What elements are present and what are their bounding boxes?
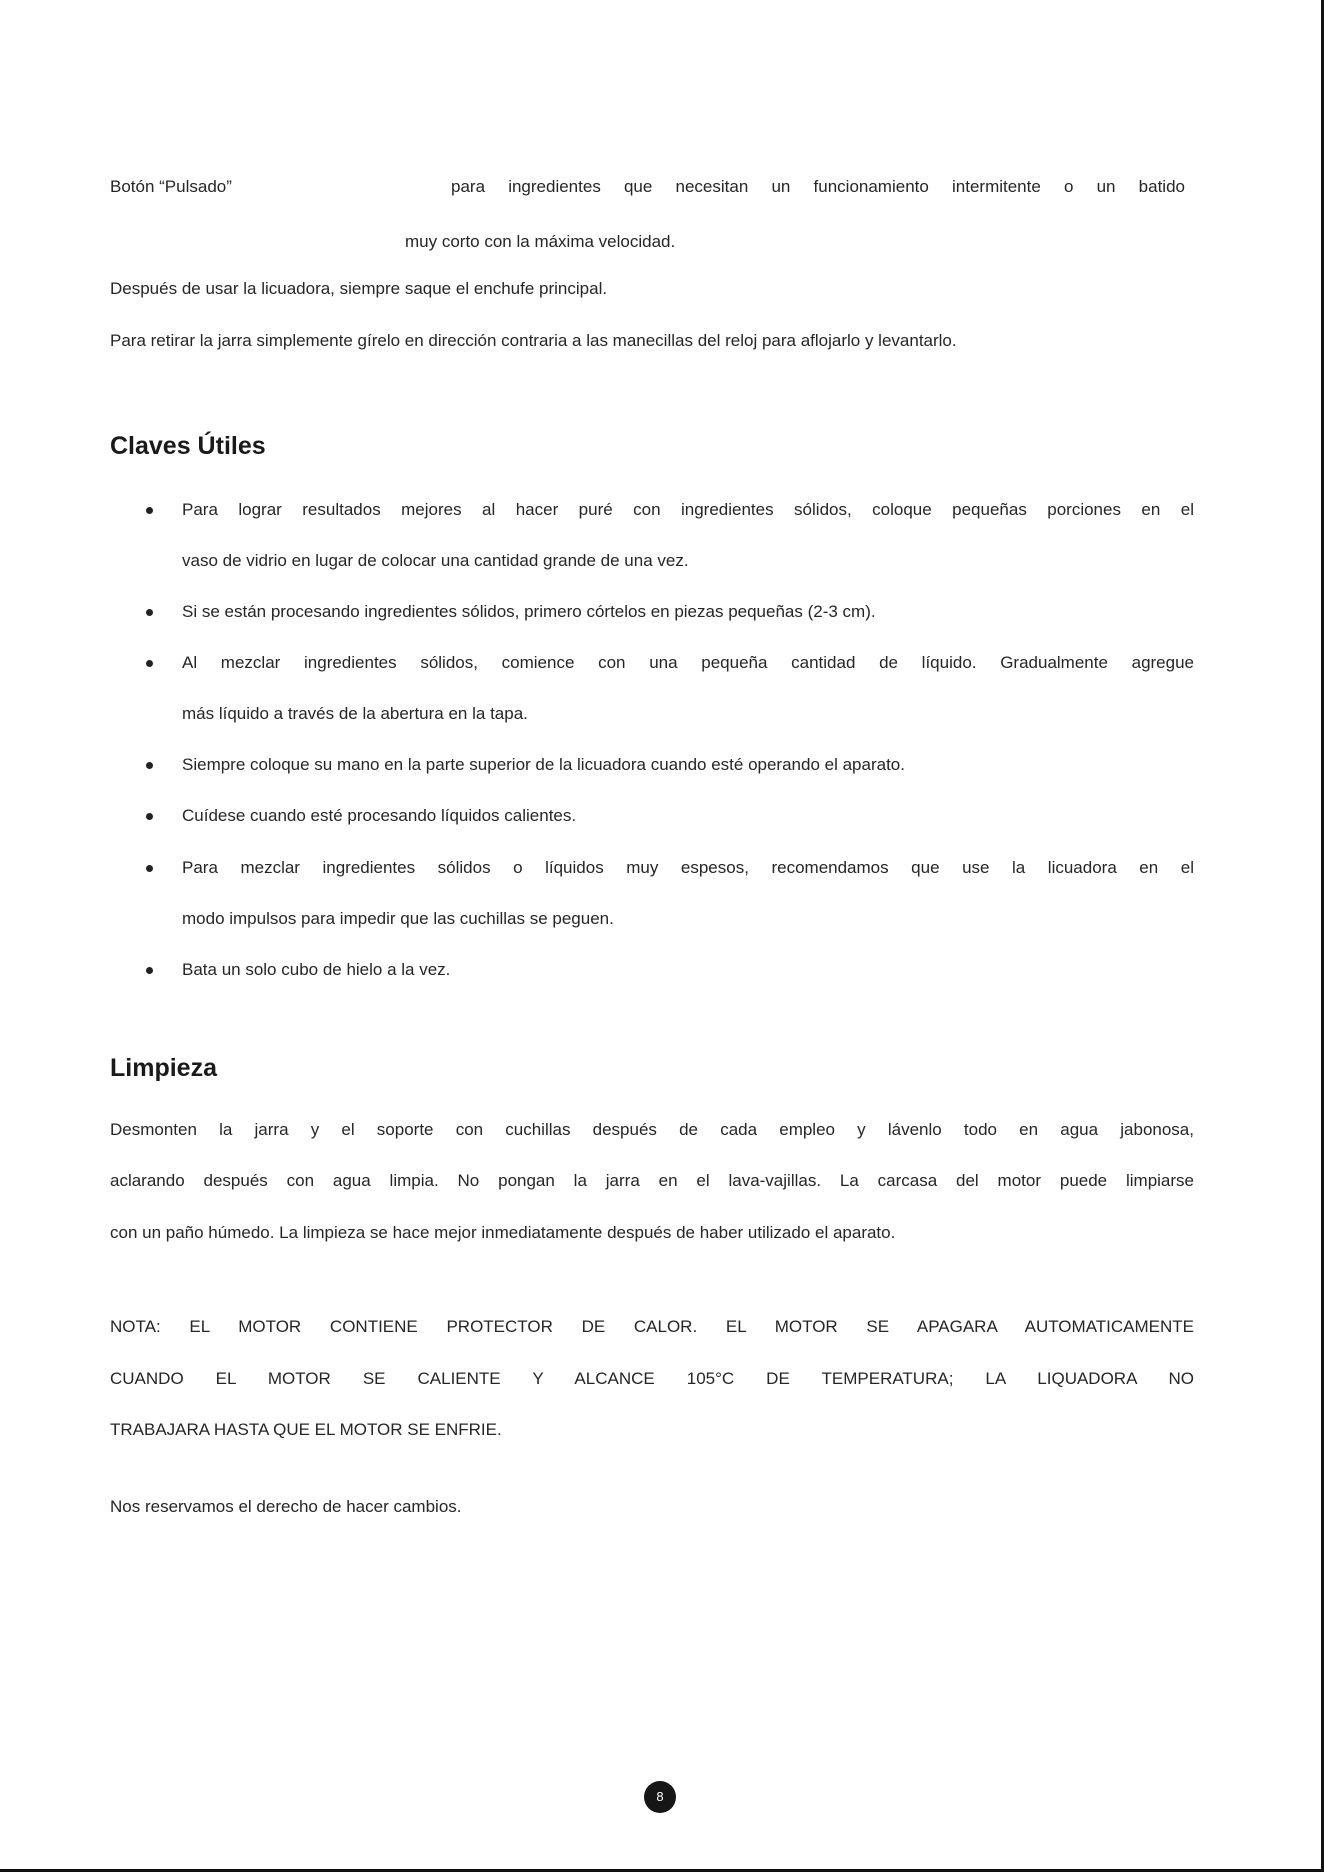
page-number: 8 [644, 1781, 676, 1813]
cleaning-text-line-2: aclarando después con agua limpia. No pongan la jarra en el lava-vajillas. La carcasa del motor puede limpiarse [110, 1171, 1194, 1190]
tips-heading: Claves Útiles [110, 432, 266, 460]
cleaning-heading: Limpieza [110, 1054, 217, 1082]
tip-text-line-2: modo impulsos para impedir que las cuchillas se peguen. [182, 909, 614, 928]
tip-text-line-2: vaso de vidrio en lugar de colocar una cantidad grande de una vez. [182, 551, 689, 570]
note-line-2: CUANDO EL MOTOR SE CALIENTE Y ALCANCE 105°C DE TEMPERATURA; LA LIQUADORA NO [110, 1369, 1194, 1388]
bullet-icon [146, 865, 153, 872]
remove-jar-instruction: Para retirar la jarra simplemente gírelo en dirección contraria a las manecillas del reloj para aflojarlo y levantarlo. [110, 331, 957, 350]
tip-text-line-2: más líquido a través de la abertura en la tapa. [182, 704, 528, 723]
tip-text-line-1: Siempre coloque su mano en la parte superior de la licuadora cuando esté operando el aparato. [182, 755, 905, 774]
tip-text-line-1: Bata un solo cubo de hielo a la vez. [182, 960, 451, 979]
bullet-icon [146, 762, 153, 769]
unplug-instruction: Después de usar la licuadora, siempre saque el enchufe principal. [110, 279, 608, 298]
bullet-icon [146, 967, 153, 974]
bullet-icon [146, 507, 153, 514]
tip-text-line-1: Cuídese cuando esté procesando líquidos calientes. [182, 806, 577, 825]
cleaning-text-line-1: Desmonten la jarra y el soporte con cuchillas después de cada empleo y lávenlo todo en agua jabonosa, [110, 1120, 1194, 1139]
bullet-icon [146, 660, 153, 667]
note-line-1: NOTA: EL MOTOR CONTIENE PROTECTOR DE CALOR. EL MOTOR SE APAGARA AUTOMATICAMENTE [110, 1317, 1194, 1336]
note-line-3: TRABAJARA HASTA QUE EL MOTOR SE ENFRIE. [110, 1420, 502, 1439]
pulse-button-description-line-2: muy corto con la máxima velocidad. [405, 232, 676, 251]
tip-text-line-1: Para mezclar ingredientes sólidos o líquidos muy espesos, recomendamos que use la licuadora en el [182, 858, 1194, 877]
tip-text-line-1: Si se están procesando ingredientes sólidos, primero córtelos en piezas pequeñas (2-3 cm). [182, 602, 876, 621]
tip-text-line-1: Para lograr resultados mejores al hacer puré con ingredientes sólidos, coloque pequeñas porciones en el [182, 500, 1194, 519]
pulse-button-label: Botón “Pulsado” [110, 177, 232, 196]
cleaning-text-line-3: con un paño húmedo. La limpieza se hace mejor inmediatamente después de haber utilizado el aparato. [110, 1223, 896, 1242]
bullet-icon [146, 609, 153, 616]
pulse-button-description-line-1: para ingredientes que necesitan un funcionamiento intermitente o un batido [451, 177, 1185, 196]
bullet-icon [146, 813, 153, 820]
tip-text-line-1: Al mezclar ingredientes sólidos, comience con una pequeña cantidad de líquido. Gradualmente agregue [182, 653, 1194, 672]
disclaimer: Nos reservamos el derecho de hacer cambios. [110, 1497, 462, 1516]
